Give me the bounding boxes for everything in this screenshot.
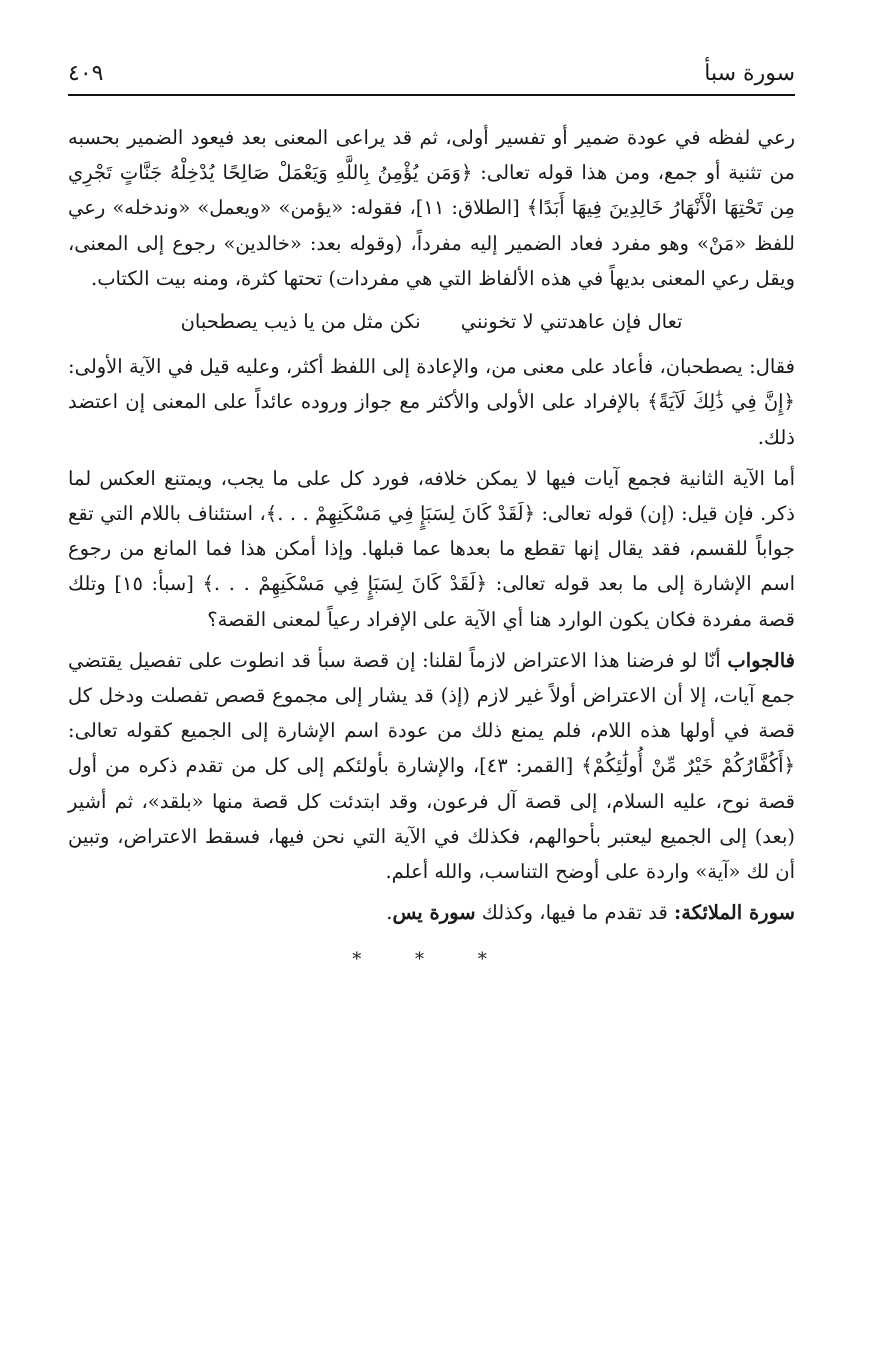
running-title: سورة سبأ bbox=[704, 60, 795, 86]
answer-lead: فالجواب bbox=[727, 648, 795, 672]
poem-verse bbox=[68, 304, 795, 339]
paragraph-1: رعي لفظه في عودة ضمير أو تفسير أولى، ثم قد يراعى المعنى بعد فيعود الضمير بحسبه من تثنية أو جمع، ومن هذا قوله تعالى: ﴿وَمَن يُؤْمِنُ بِاللَّهِ وَيَعْمَلْ صَالِحًا يُدْخِلْهُ جَنَّاتٍ تَجْرِي مِن تَحْتِهَا الْأَنْهَارُ خَالِدِينَ فِيهَا أَبَدًا﴾ [الطلاق: ١١]، فقوله: «يؤمن» «ويعمل» «وندخله» رعي للفظ «مَنْ» وهو مفرد فعاد الضمير إليه مفرداً، (وقوله بعد: «خالدين» رجوع إلى المعنى، ويقل رعي المعنى بديهاً في هذه الألفاظ التي هي مفردات) تحتها كثرة، ومنه بيت الكتاب. bbox=[68, 126, 795, 290]
answer-text: أنّا لو فرضنا هذا الاعتراض لازماً لقلنا: إن قصة سبأ قد انطوت على تفصيل يقتضي جمع آيات، إلا أن الاعتراض أولاً غير لازم (إذ) قد يشار إلى مجموع قصص تفصلت ودخل كل قصة في أولها هذه اللام، فلم يمنع ذلك من عودة اسم الإشارة إلى الجميع كقوله تعالى: ﴿أَكُفَّارُكُمْ خَيْرٌ مِّنْ أُولَٰئِكُمْ﴾ [القمر: ٤٣]، والإشارة بأولئكم إلى كل من تقدم ذكره من أول قصة نوح، عليه السلام، إلى قصة آل فرعون، وقد ابتدئت كل قصة منها «بلقد»، ثم أشير (بعد) إلى الجميع ليعتبر بأحوالهم، فكذلك في الآية التي نحن فيها، فسقط الاعتراض، وتبين أن لك «آية» واردة على أوضح التناسب، والله أعلم. bbox=[68, 648, 796, 884]
surah-note-end: . bbox=[386, 901, 393, 925]
section-separator: * * * bbox=[352, 949, 511, 971]
paragraph-4 bbox=[68, 643, 795, 889]
paragraph-3: أما الآية الثانية فجمع آيات فيها لا يمكن خلافه، فورد كل على ما يجب، ويمتنع العكس لما ذكر. فإن قيل: (إن) قوله تعالى: ﴿لَقَدْ كَانَ لِسَبَإٍ فِي مَسْكَنِهِمْ . . .﴾، استئناف باللام التي تقع جواباً للقسم، فقد يقال إنها تقطع ما بعدها عما قبلها. وإذا أمكن هذا فما المانع من رجوع اسم الإشارة إلى ما بعد قوله تعالى: ﴿لَقَدْ كَانَ لِسَبَإٍ فِي مَسْكَنِهِمْ . . .﴾ [سبأ: ١٥] وتلك قصة مفردة فكان يكون الوارد هنا أي الآية على الإفراد رعياً لمعنى القصة؟ bbox=[68, 466, 795, 631]
page-header bbox=[68, 52, 795, 96]
surah-yasin: سورة يس bbox=[392, 901, 476, 925]
surah-note-text: قد تقدم ما فيها، وكذلك bbox=[475, 901, 675, 925]
poem-hemistich-right: تعال فإن عاهدتني لا تخونني bbox=[460, 310, 683, 334]
paragraph-5 bbox=[68, 895, 795, 930]
paragraph-2: فقال: يصطحبان، فأعاد على معنى من، والإعادة إلى اللفظ أكثر، وعليه قيل في الآية الأولى: ﴿إِنَّ فِي ذَٰلِكَ لَآيَةً﴾ بالإفراد على الأولى والأكثر مع جواز وروده عائداً على المعنى إن اعتضد ذلك. bbox=[68, 355, 795, 449]
poem-hemistich-left: نكن مثل من يا ذيب يصطحبان bbox=[180, 310, 421, 334]
surah-malaika-lead: سورة الملائكة: bbox=[674, 901, 795, 925]
page-number: ٤٠٩ bbox=[68, 60, 104, 86]
page-body bbox=[68, 120, 795, 978]
